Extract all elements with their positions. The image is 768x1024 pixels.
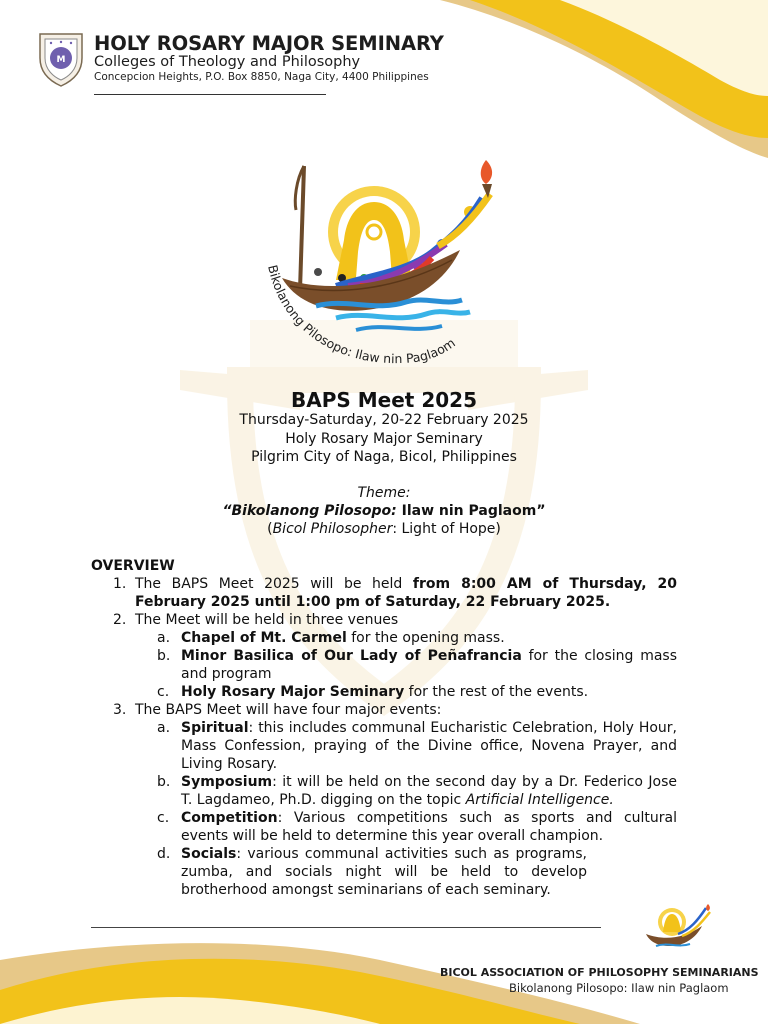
theme-label: Theme: bbox=[357, 485, 411, 501]
overview-item-2 bbox=[91, 611, 677, 629]
event-city: Pilgrim City of Naga, Bicol, Philippines bbox=[251, 449, 517, 465]
sub-text: : it will be held on the second day by a Dr. Federico Jose T. Lagdameo, Ph.D. digging on the topic bbox=[181, 774, 677, 808]
sub-item bbox=[157, 683, 677, 701]
item-text: The BAPS Meet 2025 will be held bbox=[135, 576, 413, 592]
sub-letter: a. bbox=[157, 720, 171, 736]
sub-item bbox=[157, 647, 677, 683]
event-title: BAPS Meet 2025 bbox=[291, 388, 477, 412]
sub-item bbox=[157, 719, 677, 773]
sub-text: for the rest of the events. bbox=[404, 684, 589, 700]
sub-italic: Artificial Intelligence. bbox=[465, 792, 614, 808]
overview-item-1 bbox=[91, 575, 677, 611]
footer-divider bbox=[91, 927, 601, 928]
sub-bold: Spiritual bbox=[181, 720, 249, 736]
sub-text: : this includes communal Eucharistic Celebration, Holy Hour, Mass Confession, praying of the Divine office, Novena Prayer, and Living Rosary. bbox=[181, 720, 677, 772]
item-number: 1. bbox=[113, 576, 127, 592]
sub-bold: Symposium bbox=[181, 774, 273, 790]
sub-bold: Chapel of Mt. Carmel bbox=[181, 630, 347, 646]
sub-letter: c. bbox=[157, 810, 170, 826]
sub-text: for the closing mass and program bbox=[181, 648, 677, 682]
sub-letter: a. bbox=[157, 630, 171, 646]
header-divider bbox=[94, 94, 326, 95]
sub-text: for the opening mass. bbox=[346, 630, 505, 646]
baps-event-logo bbox=[256, 140, 512, 380]
event-venue: Holy Rosary Major Seminary bbox=[285, 431, 483, 447]
item-bold: from 8:00 AM of Thursday, 20 February 2025 until 1:00 pm of Saturday, 22 February 2025. bbox=[135, 576, 677, 610]
sub-text: : various communal activities such as programs, zumba, and socials night will be held to develop brotherhood amongst seminarians of each seminary. bbox=[181, 846, 587, 898]
event-dates: Thursday-Saturday, 20-22 February 2025 bbox=[239, 412, 529, 428]
seminary-name: HOLY ROSARY MAJOR SEMINARY bbox=[94, 32, 444, 55]
item-text: The BAPS Meet will have four major events: bbox=[135, 702, 442, 718]
overview-heading: OVERVIEW bbox=[91, 558, 175, 574]
svg-text:M: M bbox=[56, 55, 66, 65]
sub-text: : Various competitions such as sports and cultural events will be held to determine this year overall champion. bbox=[181, 810, 677, 844]
theme-title bbox=[0, 503, 768, 519]
theme-trans-open: ( bbox=[267, 521, 273, 537]
theme-trans-italic: Bicol Philosopher bbox=[272, 521, 393, 537]
sub-item bbox=[157, 773, 677, 809]
sub-bold: Holy Rosary Major Seminary bbox=[181, 684, 405, 700]
sub-bold: Minor Basilica of Our Lady of Peñafrancia bbox=[181, 648, 522, 664]
logo-motto-arc: Bikolanong Pilosopo: Ilaw nin Paglaom bbox=[265, 263, 458, 367]
sub-bold: Socials bbox=[181, 846, 237, 862]
association-motto: Bikolanong Pilosopo: Ilaw nin Paglaom bbox=[509, 981, 729, 995]
baps-footer-logo bbox=[638, 898, 718, 958]
seminary-address: Concepcion Heights, P.O. Box 8850, Naga City, 4400 Philippines bbox=[94, 71, 429, 83]
sub-letter: b. bbox=[157, 774, 171, 790]
sub-bold: Competition bbox=[181, 810, 278, 826]
sub-letter: c. bbox=[157, 684, 170, 700]
overview-item-3 bbox=[91, 701, 677, 719]
sub-item bbox=[157, 809, 677, 845]
theme-title-italic: “Bikolanong Pilosopo: bbox=[222, 503, 397, 519]
sub-item bbox=[157, 629, 677, 647]
seminary-seal-icon bbox=[36, 30, 86, 88]
theme-translation bbox=[0, 521, 768, 537]
overview-section bbox=[91, 557, 677, 899]
sub-item bbox=[157, 845, 587, 899]
seminary-subtitle: Colleges of Theology and Philosophy bbox=[94, 54, 361, 70]
sub-letter: d. bbox=[157, 846, 171, 862]
item-number: 2. bbox=[113, 612, 127, 628]
association-name: BICOL ASSOCIATION OF PHILOSOPHY SEMINARIANS bbox=[440, 966, 759, 979]
sub-letter: b. bbox=[157, 648, 171, 664]
item-number: 3. bbox=[113, 702, 127, 718]
theme-trans-rest: : Light of Hope) bbox=[392, 521, 501, 537]
theme-title-rest: Ilaw nin Paglaom” bbox=[396, 503, 546, 519]
item-text: The Meet will be held in three venues bbox=[135, 612, 399, 628]
